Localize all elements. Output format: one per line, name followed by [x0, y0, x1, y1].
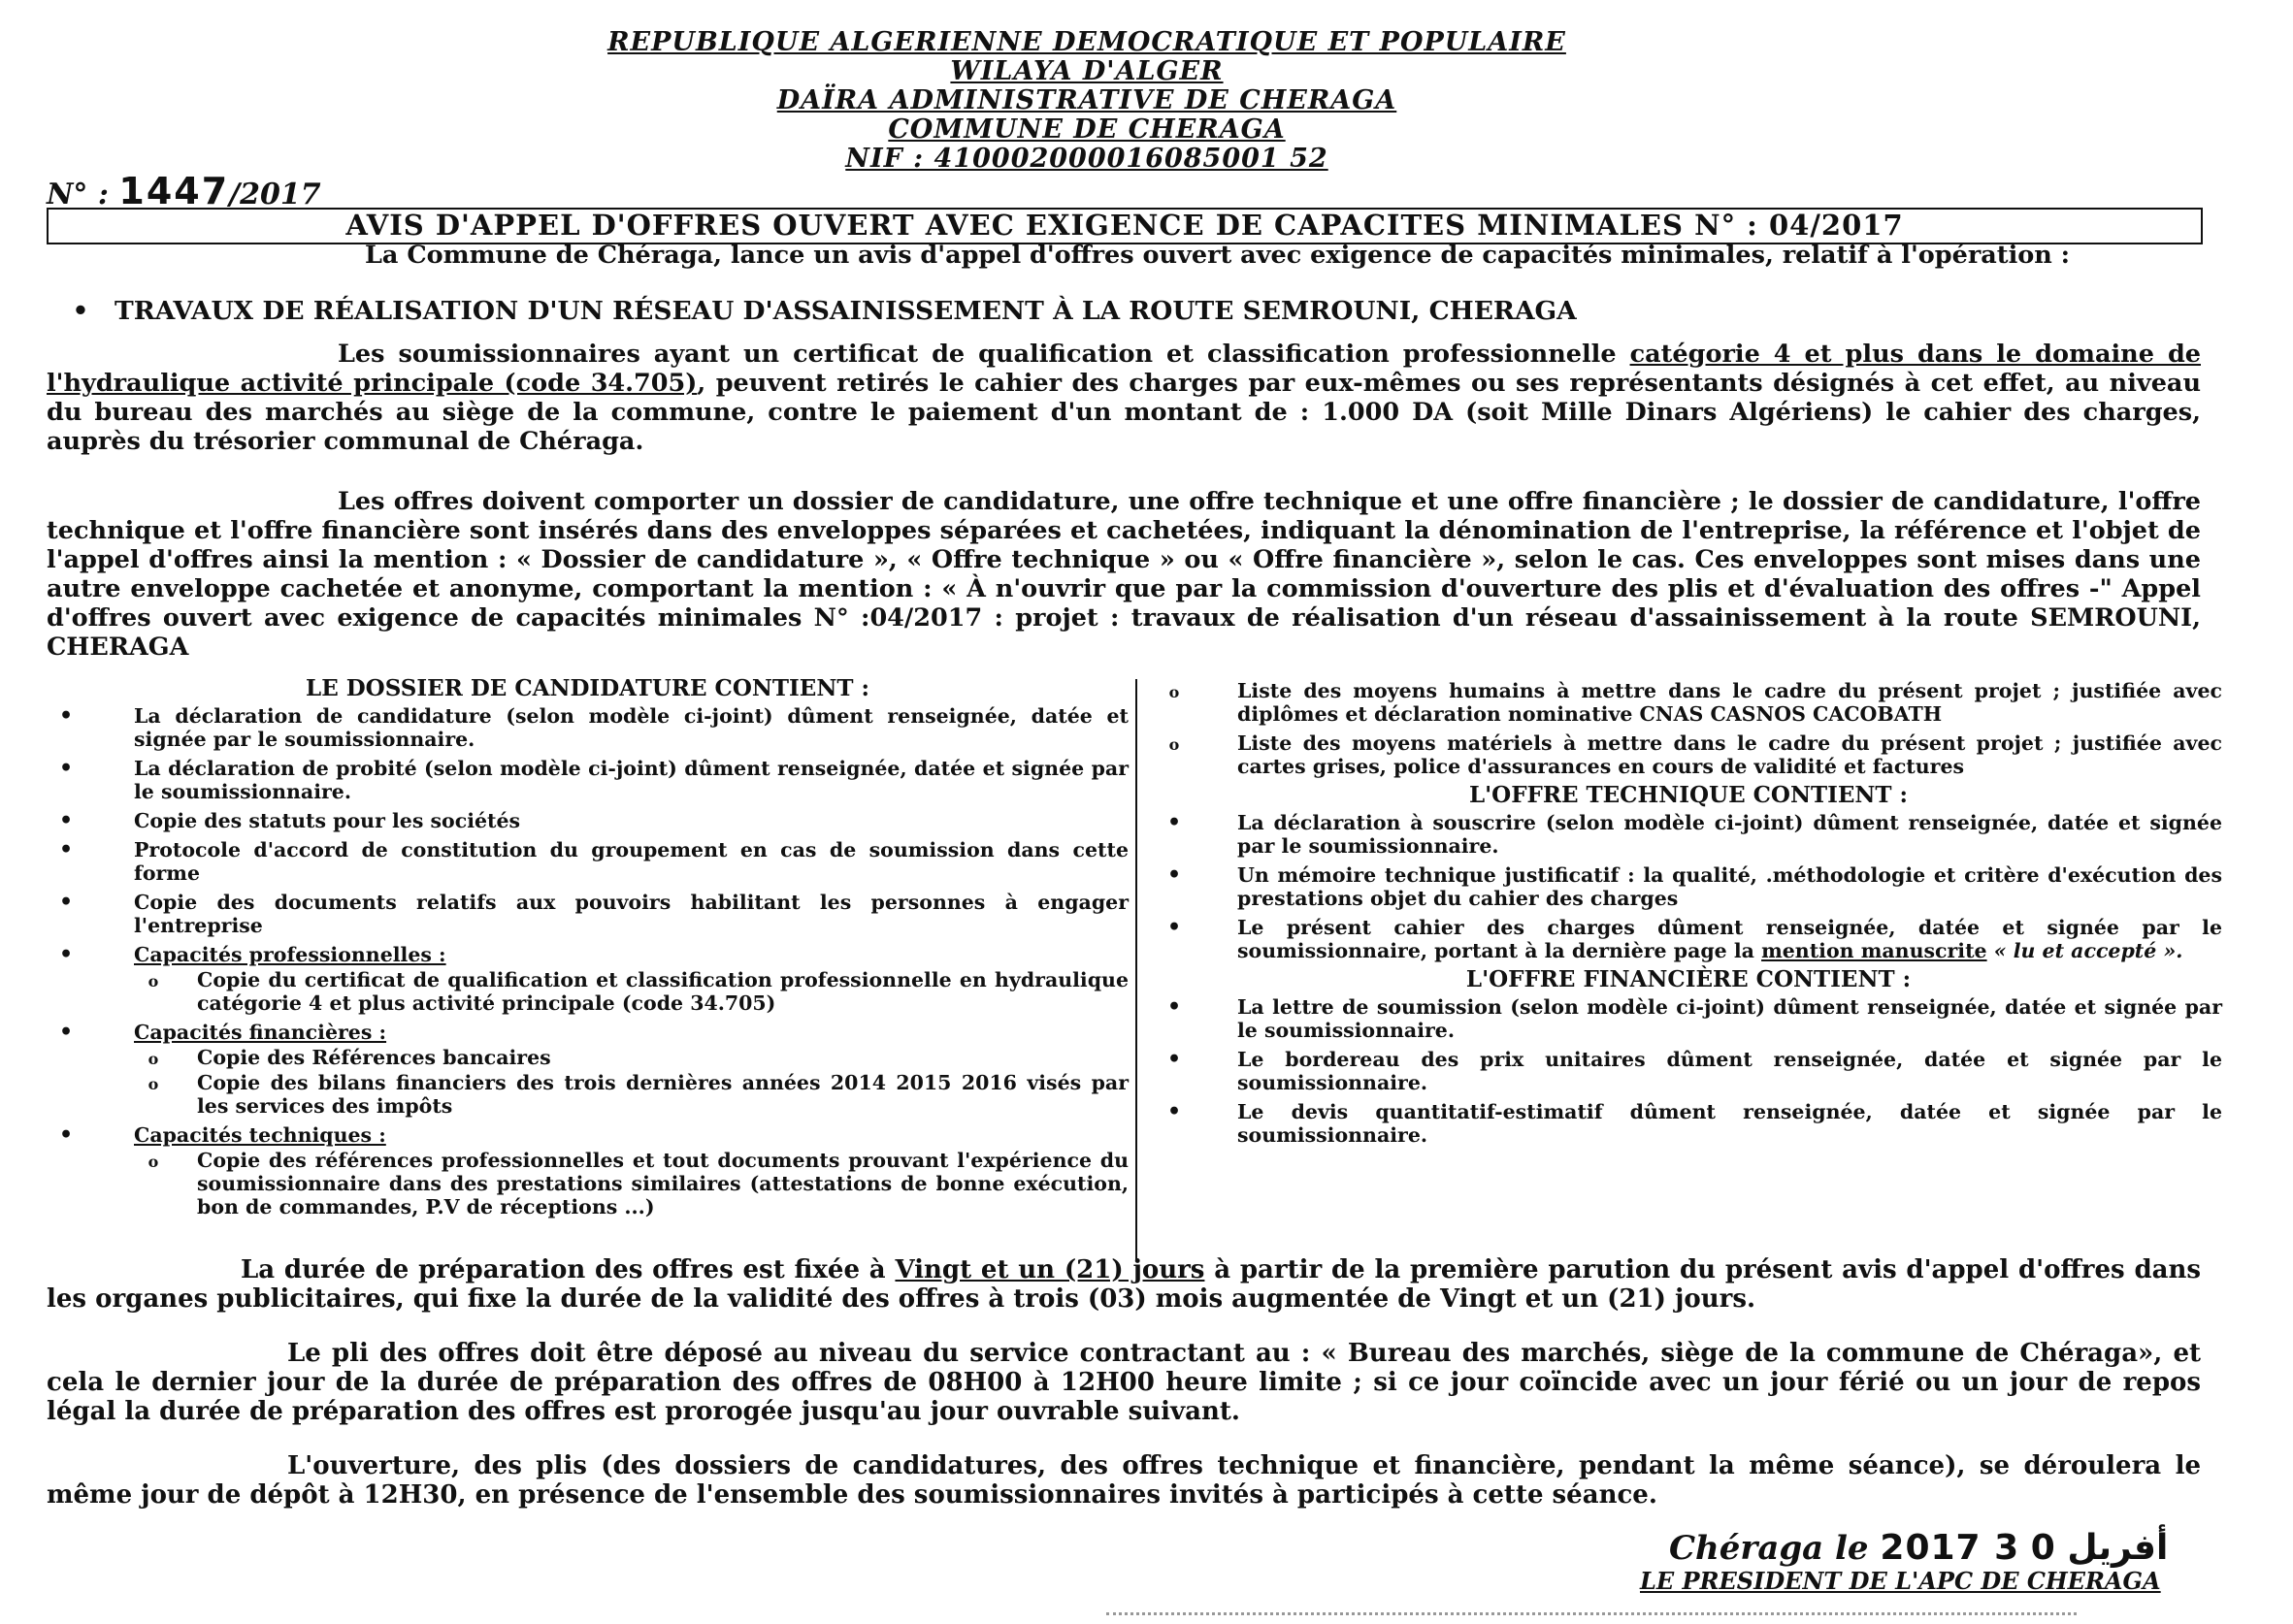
number-prefix: N° : [47, 178, 109, 211]
bullet-icon: • [72, 296, 89, 326]
list-item [1155, 995, 2222, 1042]
item-text: Copie du certificat de qualification et classification professionnelle en hydraulique catégorie 4 et plus activité principale (code 34.705) [197, 968, 1129, 1015]
item-text: La déclaration de probité (selon modèle ci-joint) dûment renseignée, datée et signée par le soumissionnaire. [134, 757, 1129, 803]
cap-tech-label: Capacités techniques : [134, 1123, 386, 1147]
document-number [47, 170, 321, 212]
list-item [47, 1046, 1129, 1069]
para3-text-b: à partir de la première parution du présent avis d'appel d'offres dans les organes publicitaires, qui fixe la durée de la validité des offres à trois (03) mois augmentée de Vingt et un (21) jours. [47, 1255, 2202, 1314]
dossier-heading: LE DOSSIER DE CANDIDATURE CONTIENT : [306, 675, 869, 701]
item-text: La déclaration à souscrire (selon modèle ci-joint) dûment renseignée, datée et signée par le soumissionnaire. [1237, 811, 2222, 858]
circle-bullet-icon: o [147, 1075, 159, 1093]
list-item [47, 809, 1129, 832]
item-text: Copie des documents relatifs aux pouvoirs habilitant les personnes à engager l'entreprise [134, 891, 1129, 937]
bullet-icon: • [1166, 862, 1182, 888]
handwritten-date: 2017 أفريل 0 3 [1880, 1528, 2169, 1568]
item-text: Copie des statuts pour les sociétés [134, 809, 521, 832]
notice-title: AVIS D'APPEL D'OFFRES OUVERT AVEC EXIGENCE DE CAPACITES MINIMALES N° : 04/2017 [47, 208, 2203, 244]
bullet-icon: • [58, 808, 74, 833]
list-item [1155, 811, 2222, 858]
list-item [47, 968, 1129, 1015]
header-nif: NIF : 410002000016085001 52 [845, 144, 1328, 174]
item-text: Protocole d'accord de constitution du groupement en cas de soumission dans cette forme [134, 838, 1129, 885]
item-text: Liste des moyens matériels à mettre dans le cadre du présent projet ; justifiée avec cartes grises, police d'assurances en cours de validité et factures [1237, 731, 2222, 778]
scan-artifact [1106, 1612, 2077, 1618]
circle-bullet-icon: o [147, 1050, 159, 1068]
para1-text-a: Les soumissionnaires ayant un certificat de qualification et classification professionnelle [338, 340, 1630, 369]
item-text: Copie des références professionnelles et tout documents prouvant l'expérience du soumissionnaire dans des prestations similaires (attestations de bonne exécution, bon de commandes, P.V de réceptions ...) [197, 1149, 1129, 1218]
item-text: Copie des bilans financiers des trois dernières années 2014 2015 2016 visés par les services des impôts [197, 1071, 1129, 1118]
cap-pro-label: Capacités professionnelles : [134, 943, 446, 966]
signature-place: Chéraga le [1669, 1529, 1869, 1568]
header-commune: COMMUNE DE CHERAGA [888, 114, 1286, 145]
list-item [47, 891, 1129, 937]
item-text: Le devis quantitatif-estimatif dûment renseignée, datée et signée par le soumissionnaire. [1237, 1100, 2222, 1147]
bullet-icon: • [58, 703, 74, 729]
header-wilaya: WILAYA D'ALGER [950, 56, 1224, 86]
list-item [1155, 863, 2222, 910]
handwritten-number: 1447 [118, 170, 230, 212]
list-item [47, 838, 1129, 885]
item-text: Le bordereau des prix unitaires dûment renseignée, datée et signée par le soumissionnaire. [1237, 1048, 2222, 1094]
bullet-icon: • [58, 837, 74, 862]
list-item [47, 1149, 1129, 1218]
technique-heading: L'OFFRE TECHNIQUE CONTIENT : [1468, 782, 1909, 808]
para3-text-a: La durée de préparation des offres est fixée à [241, 1255, 896, 1284]
item-text: La déclaration de candidature (selon modèle ci-joint) dûment renseignée, datée et signée par le soumissionnaire. [134, 704, 1129, 751]
operation-line [47, 297, 2201, 326]
item-text: Copie des Références bancaires [197, 1046, 551, 1069]
item-text: Liste des moyens humains à mettre dans le cadre du présent projet ; justifiée avec diplômes et déclaration nominative CNAS CASNOS CACOBATH [1237, 679, 2222, 726]
intro-paragraph: La Commune de Chéraga, lance un avis d'appel d'offres ouvert avec exigence de capacités minimales, relatif à l'opération : [365, 241, 2071, 270]
cap-fin-group [47, 1021, 1129, 1044]
cap-tech-group [47, 1123, 1129, 1147]
header-daira: DAÏRA ADMINISTRATIVE DE CHERAGA [776, 85, 1397, 115]
list-item [1155, 731, 2222, 778]
list-item [1155, 679, 2222, 726]
operation-title: TRAVAUX DE RÉALISATION D'UN RÉSEAU D'ASSAINISSEMENT À LA ROUTE SEMROUNI, CHERAGA [115, 296, 1577, 326]
item-text: Un mémoire technique justificatif : la qualité, .méthodologie et critère d'exécution des prestations objet du cahier des charges [1237, 863, 2222, 910]
list-item [47, 704, 1129, 751]
list-item [47, 1071, 1129, 1118]
offers-paragraph: Les offres doivent comporter un dossier de candidature, une offre technique et une offre financière ; le dossier de candidature, l'offre technique et l'offre financière sont insérés dans des enveloppes séparées et cachetées, indiquant la dénomination de l'entreprise, la référence et l'objet de l'appel d'offres ainsi la mention : « Dossier de candidature », « Offre technique » ou « Offre financière », selon le cas. Ces enveloppes sont mises dans une autre enveloppe cachetée et anonyme, comportant la mention : « À n'ouvrir que par la commission d'ouverture des plis et d'évaluation des offres -" Appel d'offres ouvert avec exigence de capacités minimales N° :04/2017 : projet : travaux de réalisation d'un réseau d'assainissement à la route SEMROUNI, CHERAGA [47, 487, 2201, 662]
header-republique: REPUBLIQUE ALGERIENNE DEMOCRATIQUE ET POPULAIRE [607, 27, 1566, 57]
bullet-icon: • [1166, 994, 1182, 1020]
para1-underlined: catégorie 4 et plus dans le domaine de l'hydraulique activité principale (code 34.705) [47, 340, 2201, 398]
list-item [1155, 1048, 2222, 1094]
item-text: Le présent cahier des charges dûment renseignée, datée et signée par le soumissionnaire, portant à la dernière page la [1237, 916, 2222, 962]
circle-bullet-icon: o [1168, 735, 1180, 754]
cap-pro-group [47, 943, 1129, 966]
para1-text-b: , peuvent retirés le cahier des charges par eux-mêmes ou ses représentants désignés à cet effet, au niveau du bureau des marchés au siège de la commune, contre le paiement d'un montant de : 1.000 DA (soit Mille Dinars Algériens) le cahier des charges, auprès du trésorier communal de Chéraga. [47, 369, 2201, 456]
column-divider [1135, 679, 1137, 1261]
bullet-icon: • [58, 890, 74, 915]
circle-bullet-icon: o [147, 1153, 159, 1171]
list-item [1155, 916, 2222, 962]
cap-fin-label: Capacités financières : [134, 1021, 387, 1044]
bullet-icon: • [58, 942, 74, 967]
circle-bullet-icon: o [147, 972, 159, 991]
bullet-icon: • [1166, 915, 1182, 940]
item-italic: « lu et accepté ». [1986, 939, 2183, 962]
bullet-icon: • [58, 1122, 74, 1148]
bullet-icon: • [1166, 1099, 1182, 1124]
opening-paragraph: L'ouverture, des plis (des dossiers de candidatures, des offres technique et financière, pendant la même séance), se déroulera le même jour de dépôt à 12H30, en présence de l'ensemble des soumissionnaires invités à participés à cette séance. [47, 1451, 2201, 1510]
list-item [1155, 1100, 2222, 1147]
bullet-icon: • [1166, 1047, 1182, 1072]
president-title: LE PRESIDENT DE L'APC DE CHERAGA [1640, 1567, 2161, 1595]
bullet-icon: • [58, 1020, 74, 1045]
offers-column [1155, 679, 2222, 1153]
item-text: La lettre de soumission (selon modèle ci-joint) dûment renseignée, datée et signée par le soumissionnaire. [1237, 995, 2222, 1042]
deposit-paragraph: Le pli des offres doit être déposé au niveau du service contractant au : « Bureau des marchés, siège de la commune de Chéraga», et cela le dernier jour de la durée de préparation des offres de 08H00 à 12H00 heure limite ; si ce jour coïncide avec un jour férié ou un jour de repos légal la durée de préparation des offres est prorogée jusqu'au jour ouvrable suivant. [47, 1339, 2201, 1426]
list-item [47, 757, 1129, 803]
bullet-icon: • [1166, 810, 1182, 835]
number-year: /2017 [229, 178, 321, 211]
qualification-paragraph [47, 340, 2201, 456]
para3-underlined: Vingt et un (21) jours [895, 1255, 1205, 1284]
duration-paragraph [47, 1255, 2201, 1314]
signature-date [1669, 1528, 2168, 1568]
dossier-column [47, 677, 1129, 1224]
item-underlined: mention manuscrite [1761, 939, 1987, 962]
bullet-icon: • [58, 756, 74, 781]
financiere-heading: L'OFFRE FINANCIÈRE CONTIENT : [1465, 966, 1912, 992]
circle-bullet-icon: o [1168, 683, 1180, 701]
